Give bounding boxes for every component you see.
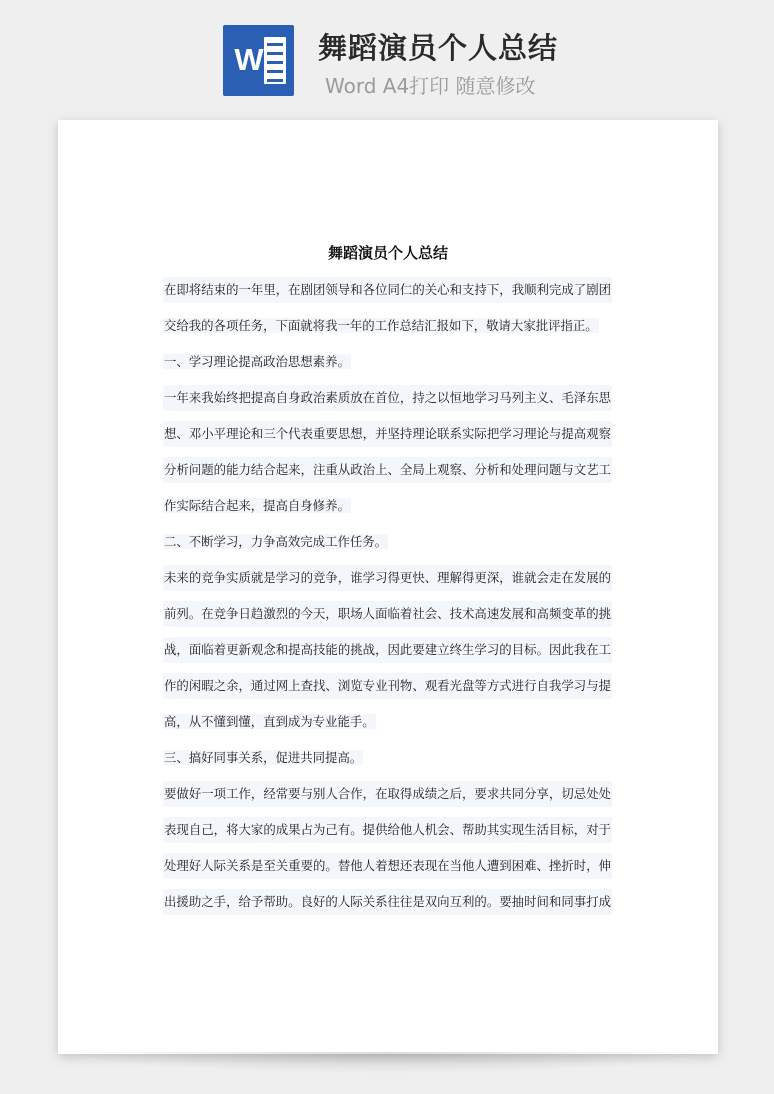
- body-text-line: [163, 817, 610, 853]
- document-title: 舞蹈演员个人总结: [327, 244, 448, 262]
- body-text: 要做好一项工作，经常要与别人合作，在取得成绩之后，要求共同分享，切忌处处: [163, 781, 612, 807]
- body-text-line: [163, 313, 610, 349]
- word-document-icon: [223, 25, 294, 96]
- body-text-line: [163, 277, 610, 313]
- body-text-line: [163, 349, 610, 385]
- body-text: 分析问题的能力结合起来，注重从政治上、全局上观察、分析和处理问题与文艺工: [163, 457, 612, 483]
- document-lines-graphic: [264, 37, 286, 84]
- body-text-line: [163, 709, 610, 745]
- body-text-line: [163, 529, 610, 565]
- body-text: 表现自己，将大家的成果占为己有。提供给他人机会、帮助其实现生活目标，对于: [163, 817, 612, 843]
- body-text-line: [163, 853, 610, 889]
- document-page: [58, 120, 718, 1054]
- header-subtitle: Word A4打印 随意修改: [325, 74, 536, 98]
- body-text-line: [163, 745, 610, 781]
- body-text: 交给我的各项任务，下面就将我一年的工作总结汇报如下，敬请大家批评指正。: [164, 318, 598, 333]
- body-text: 出援助之手，给予帮助。良好的人际关系往往是双向互利的。要抽时间和同事打成: [163, 889, 612, 915]
- body-text: 处理好人际关系是至关重要的。替他人着想还表现在当他人遭到困难、挫折时，伸: [163, 853, 612, 879]
- page-shadow: [66, 1052, 710, 1074]
- body-text-line: [163, 637, 610, 673]
- body-text: 三、搞好同事关系，促进共同提高。: [164, 750, 363, 765]
- body-text-line: [163, 781, 610, 817]
- body-text-line: [163, 889, 610, 925]
- body-text: 二、不断学习，力争高效完成工作任务。: [164, 534, 388, 549]
- body-text-line: [163, 385, 610, 421]
- header: [0, 0, 774, 118]
- body-text: 高，从不懂到懂，直到成为专业能手。: [164, 714, 375, 729]
- body-text-line: [163, 565, 610, 601]
- body-text: 一、学习理论提高政治思想素养。: [164, 354, 350, 369]
- body-text-line: [163, 457, 610, 493]
- body-text: 想、邓小平理论和三个代表重要思想，并坚持理论联系实际把学习理论与提高观察: [163, 421, 612, 447]
- body-text: 战，面临着更新观念和提高技能的挑战，因此要建立终生学习的目标。因此我在工: [163, 637, 612, 663]
- body-text-line: [163, 493, 610, 529]
- document-body: [163, 277, 610, 925]
- body-text: 作的闲暇之余，通过网上查找、浏览专业刊物、观看光盘等方式进行自我学习与提: [163, 673, 612, 699]
- word-letter-w: W: [234, 42, 264, 77]
- body-text-line: [163, 421, 610, 457]
- body-text: 前列。在竞争日趋激烈的今天，职场人面临着社会、技术高速发展和高频变革的挑: [163, 601, 612, 627]
- body-text: 在即将结束的一年里，在剧团领导和各位同仁的关心和支持下，我顺利完成了剧团: [163, 277, 612, 303]
- body-text: 未来的竞争实质就是学习的竞争，谁学习得更快、理解得更深，谁就会走在发展的: [163, 565, 612, 591]
- body-text-line: [163, 601, 610, 637]
- body-text: 一年来我始终把提高自身政治素质放在首位，持之以恒地学习马列主义、毛泽东思: [163, 385, 612, 411]
- body-text-line: [163, 673, 610, 709]
- header-title: 舞蹈演员个人总结: [318, 31, 559, 65]
- body-text: 作实际结合起来，提高自身修养。: [164, 498, 350, 513]
